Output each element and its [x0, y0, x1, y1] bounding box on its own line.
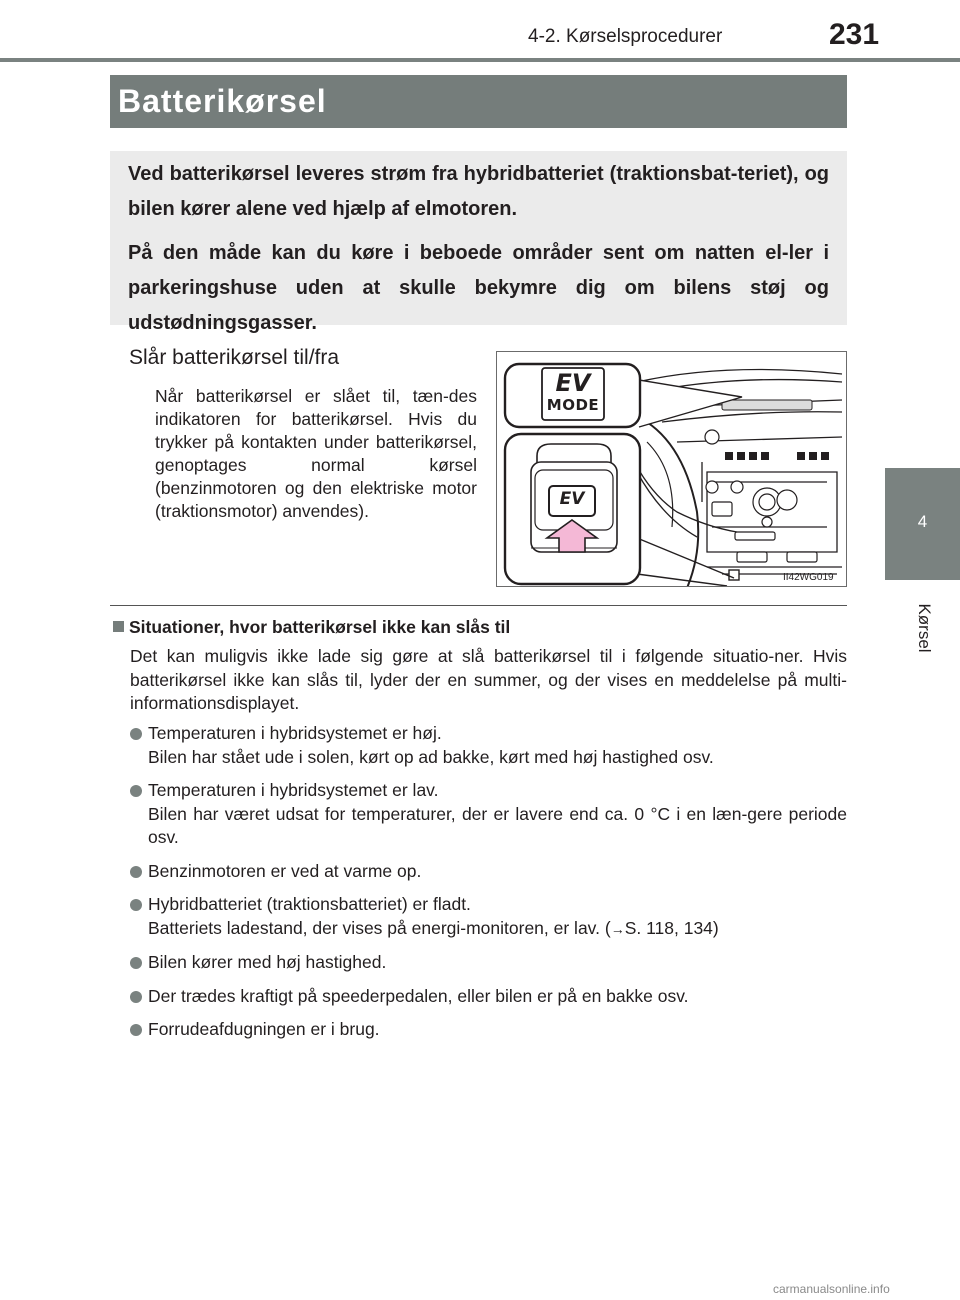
- heading-square-icon: [113, 621, 124, 632]
- situations-heading-row: [113, 617, 510, 638]
- list-item: [130, 893, 847, 941]
- situations-list: [130, 722, 847, 1052]
- header-rule: [0, 58, 960, 62]
- list-item: [130, 1018, 847, 1042]
- list-item: [130, 951, 847, 975]
- ev-button-bottom-text: MODE: [546, 396, 600, 414]
- intro-paragraph-1: Ved batterikørsel leveres strøm fra hybridbatteriet (traktionsbat-teriet), og bilen kører alene ved hjælp af elmotoren.: [128, 163, 829, 220]
- list-item-main: Benzinmotoren er ved at varme op.: [148, 860, 422, 881]
- list-item-main: Temperaturen i hybridsystemet er lav.: [148, 780, 439, 800]
- page-number: 231: [829, 18, 880, 51]
- bullet-icon: [130, 991, 142, 1003]
- list-item-detail: Bilen har stået ude i solen, kørt op ad bakke, kørt med høj hastighed osv.: [148, 746, 714, 767]
- figure-id: II42WG019: [783, 572, 834, 583]
- chapter-label: Kørsel: [915, 603, 934, 653]
- page-title-band: [110, 75, 847, 128]
- ev-switch-label: EV: [559, 489, 585, 509]
- bullet-icon: [130, 899, 142, 911]
- chapter-tab: [885, 468, 960, 580]
- detail-text-before: Batteriets ladestand, der vises på energi-monitoren, er lav. (: [148, 917, 611, 938]
- list-item-main: Forrudeafdugningen er i brug.: [148, 1019, 380, 1039]
- list-item: [130, 985, 847, 1009]
- section-title: 4-2. Kørselsprocedurer: [528, 26, 723, 47]
- list-item-main: Temperaturen i hybridsystemet er høj.: [148, 723, 442, 743]
- bullet-icon: [130, 866, 142, 878]
- intro-paragraph-2: På den måde kan du køre i beboede områder sent om natten el-ler i parkeringshuse uden at skulle bekymre dig om bilens støj og udstødningsgasser.: [128, 242, 829, 334]
- intro-box: [110, 151, 847, 334]
- list-item-main: Der trædes kraftigt på speederpedalen, eller bilen er på en bakke osv.: [148, 985, 689, 1006]
- list-item: [130, 779, 847, 850]
- list-item-detail: [148, 917, 847, 942]
- page-title: Batterikørsel: [118, 83, 327, 119]
- bullet-icon: [130, 1024, 142, 1036]
- chapter-number: 4: [917, 512, 928, 531]
- list-item-main: Bilen kører med høj hastighed.: [148, 952, 387, 972]
- switch-heading: Slår batterikørsel til/fra: [129, 346, 340, 369]
- list-item-detail: Bilen har været udsat for temperaturer, der er lavere end ca. 0 °C i en læn-gere periode osv.: [148, 803, 847, 847]
- bullet-icon: [130, 728, 142, 740]
- bullet-icon: [130, 785, 142, 797]
- switch-description: Når batterikørsel er slået til, tæn-des indikatoren for batterikørsel. Hvis du trykker på kontakten under batterikørsel, genoptages normal kørsel (benzinmotoren og den elektriske motor (traktionsmotor) anvendes).: [155, 386, 477, 521]
- arrow-right-icon: →: [610, 920, 625, 937]
- ev-mode-figure: [496, 351, 847, 587]
- list-item: [130, 860, 847, 884]
- situations-heading: Situationer, hvor batterikørsel ikke kan slås til: [129, 617, 511, 637]
- list-item-main: Hybridbatteriet (traktionsbatteriet) er fladt.: [148, 894, 471, 914]
- bullet-icon: [130, 957, 142, 969]
- watermark: carmanualsonline.info: [773, 1282, 890, 1296]
- ev-button-top-text: EV: [555, 369, 591, 397]
- page-reference-link[interactable]: S. 118, 134): [624, 917, 719, 938]
- situations-paragraph: Det kan muligvis ikke lade sig gøre at slå batterikørsel til i følgende situatio-ner. Hvis batterikørsel ikke kan slås til, lyder der en summer, og der vises en meddelelse på multi-informationsdisplayet.: [130, 646, 847, 713]
- section-divider: [110, 605, 847, 606]
- list-item: [130, 722, 847, 769]
- chapter-label-container: [888, 586, 960, 676]
- ev-button-label: [542, 368, 604, 420]
